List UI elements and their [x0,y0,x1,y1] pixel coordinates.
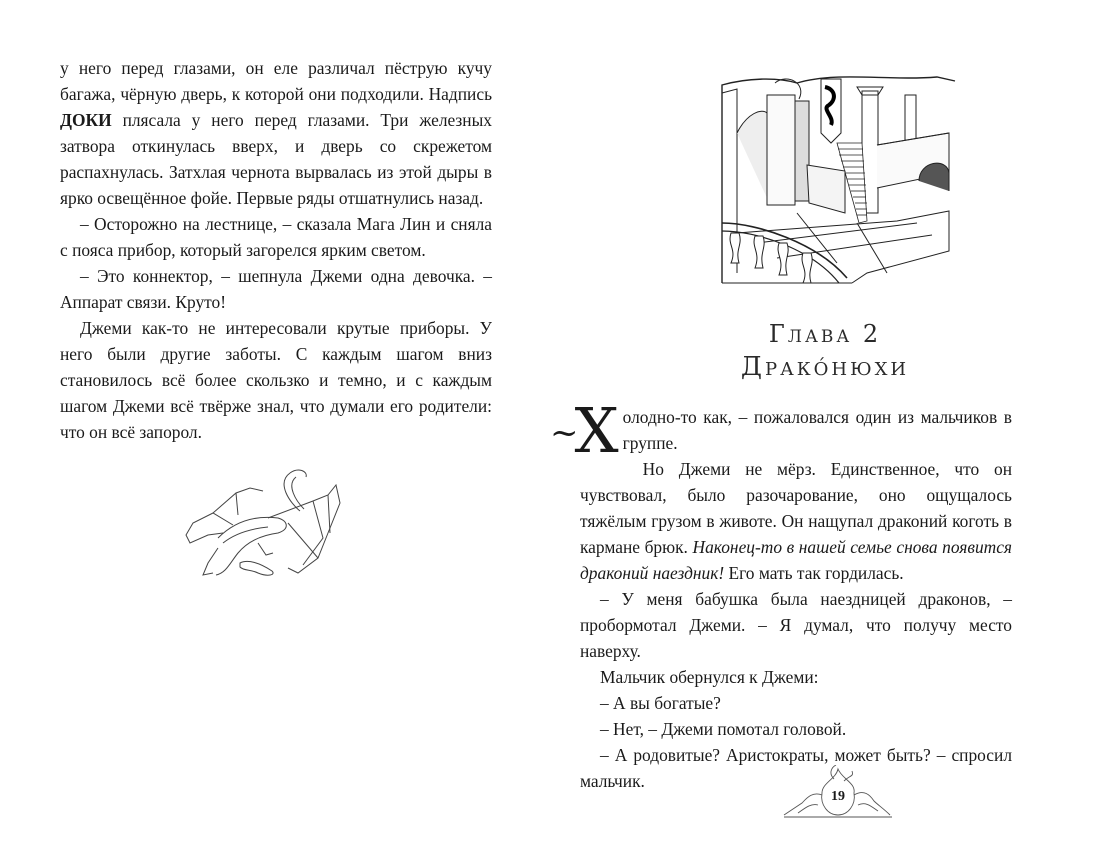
italic-thought: Наконец-то в нашей семье снова появится драконий наездник! [580,537,1012,583]
paragraph: – Осторожно на лестнице, – сказала Мага Лин и сняла с пояса прибор, который загорелся ярким светом. [60,214,492,260]
castle-hall-illustration [717,73,962,288]
paragraph: – У меня бабушка была наездницей драконов, – пробормотал Джеми. – Я думал, что получу место наверху. [580,589,1012,661]
drop-cap [550,394,619,467]
paragraph: – А родовитые? Аристократы, может быть? – спросил мальчик. [580,745,1012,791]
right-page [550,0,1100,845]
paragraph [60,55,492,211]
paragraph: – А вы богатые? [600,693,721,713]
chapter-number: Глава 2 [768,320,882,348]
left-page-text [60,55,492,445]
text-span: олодно-то как, – пожаловался один из мальчиков в группе. [622,407,1012,453]
paragraph: – Это коннектор, – шепнула Джеми одна девочка. – Аппарат связи. Круто! [60,266,492,312]
paragraph [550,394,1012,467]
text-span: у него перед глазами, он еле различал пёструю кучу багажа, чёрную дверь, к которой они подходили. Надпись [60,58,492,104]
text-span: плясала у него перед глазами. Три железных затвора откинулась вверх, и дверь со скрежетом распахнулась. Затхлая чернота вырвалась из этой дыры в ярко освещённое фойе. Первые ряды отшатнулись назад. [60,110,492,208]
dragon-illustration [178,463,343,588]
page-number: 19 [831,789,845,804]
paragraph: Мальчик обернулся к Джеми: [600,667,819,687]
paragraph [580,456,1012,586]
drop-cap-letter: Х [574,394,619,467]
bold-sign-text: ДОКИ [60,110,112,130]
right-page-text [550,394,1012,794]
paragraph: – Нет, – Джеми помотал головой. [600,719,847,739]
page-number-ornament [778,765,898,825]
text-span: Его мать так гордилась. [724,563,904,583]
chapter-heading [550,318,1100,384]
text-span: Но Джеми не мёрз. Единственное, что он чувствовал, было разочарование, оно ощущалось тяжёлым грузом в животе. Он нащупал драконий коготь в кармане брюк. [580,459,1012,557]
chapter-title: Драко́нюхи [740,352,910,382]
drop-cap-ornament: ~ [550,413,579,453]
paragraph: Джеми как-то не интересовали крутые приборы. У него были другие заботы. С каждым шагом вниз становилось всё более скользко и темно, и с каждым шагом Джеми всё твёрже знал, что думали его родители: что он всё запорол. [60,318,492,442]
